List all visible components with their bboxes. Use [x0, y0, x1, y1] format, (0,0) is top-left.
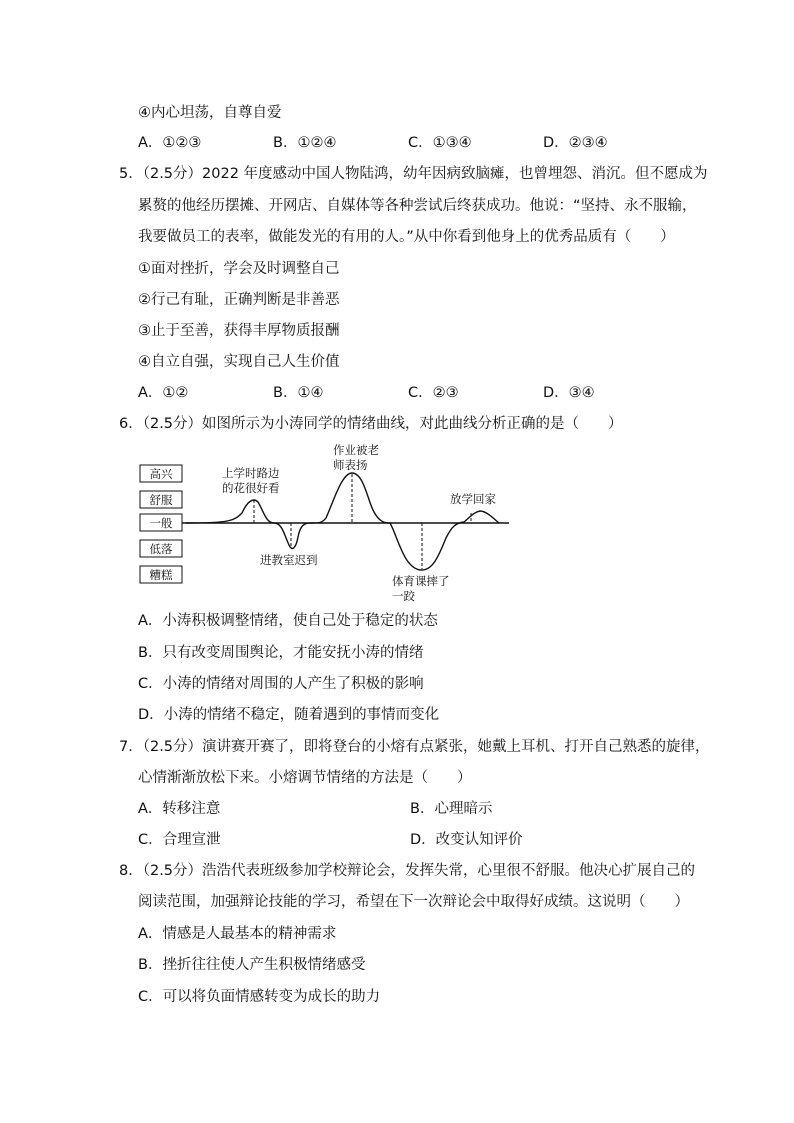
- q7-options-row-1: [138, 799, 682, 819]
- q4-option-c: C．①③④: [408, 135, 472, 151]
- annotation-praise-line-2: 师表扬: [333, 458, 368, 472]
- annotation-flower-line-1: 上学时路边: [222, 466, 280, 480]
- q5-stem-line-2: 累赘的他经历摆摊、开网店、自媒体等各种尝试后终获成功。他说：“坚持、永不服输，: [138, 198, 697, 214]
- annotation-praise-line-1: 作业被老: [333, 443, 379, 457]
- q5-item-3: ③止于至善，获得丰厚物质报酬: [138, 323, 340, 339]
- q6-option-a: A．小涛积极调整情绪，使自己处于稳定的状态: [138, 613, 438, 629]
- level-box-low: [140, 540, 182, 557]
- q7-options-row-2: [138, 830, 682, 850]
- q5-item-1: ①面对挫折，学会及时调整自己: [138, 261, 340, 277]
- emotion-curve-figure: [134, 442, 514, 607]
- annotation-fall-line-2: 一跤: [392, 589, 415, 603]
- level-box-comfortable: [140, 491, 182, 508]
- q5-item-2: ②行己有耻，正确判断是非善恶: [138, 292, 340, 308]
- q5-option-c: C．②③: [408, 385, 459, 401]
- level-box-normal: [140, 514, 182, 531]
- q7-stem-line-1: 7．（2.5分）演讲赛开赛了，即将登台的小熔有点紧张，她戴上耳机、打开自己熟悉的旋律，: [119, 739, 710, 755]
- q6-option-b: B．只有改变周围舆论，才能安抚小涛的情绪: [138, 645, 424, 661]
- q6-option-c: C．小涛的情绪对周围的人产生了积极的影响: [138, 676, 424, 692]
- annotation-fall-line-1: 体育课摔了: [392, 574, 450, 588]
- q7-option-d: D．改变认知评价: [410, 832, 523, 848]
- svg-text:舒服: 舒服: [149, 493, 173, 507]
- q4-options: [138, 133, 678, 153]
- q5-stem-line-3: 我要做员工的表率，做能发光的有用的人。”从中你看到他身上的优秀品质有（ ）: [138, 229, 675, 245]
- annotation-late: 进教室迟到: [260, 553, 318, 567]
- q7-option-c: C．合理宣泄: [138, 832, 221, 848]
- q5-option-a: A．①②: [138, 385, 189, 401]
- q7-option-b: B．心理暗示: [410, 801, 493, 817]
- q4-option-b: B．①②④: [273, 135, 337, 151]
- q4-option-d: D．②③④: [543, 135, 608, 151]
- annotation-flower-line-2: 的花很好看: [222, 481, 280, 495]
- q5-option-d: D．③④: [543, 385, 595, 401]
- q7-option-a: A．转移注意: [138, 801, 221, 817]
- q7-stem-line-2: 心情渐渐放松下来。小熔调节情绪的方法是（ ）: [138, 770, 472, 786]
- svg-text:高兴: 高兴: [149, 467, 173, 481]
- svg-text:低落: 低落: [149, 542, 173, 556]
- level-box-bad: [140, 566, 182, 583]
- q6-option-d: D．小涛的情绪不稳定，随着遇到的事情而变化: [138, 707, 440, 723]
- q8-stem-line-1: 8．（2.5分）浩浩代表班级参加学校辩论会，发挥失常，心里很不舒服。他决心扩展自己的: [119, 863, 696, 879]
- q8-stem-line-2: 阅读范围，加强辩论技能的学习，希望在下一次辩论会中取得好成绩。这说明（ ）: [138, 894, 689, 910]
- q5-stem-line-1: 5．（2.5分）2022 年度感动中国人物陆鸿，幼年因病致脑瘫，也曾埋怨、消沉。但不愿成为: [119, 166, 708, 182]
- q5-options: [138, 383, 678, 403]
- annotation-home: 放学回家: [450, 492, 496, 506]
- q5-option-b: B．①④: [273, 385, 324, 401]
- q8-option-c: C．可以将负面情感转变为成长的助力: [138, 989, 381, 1005]
- svg-text:糟糕: 糟糕: [149, 568, 173, 582]
- svg-text:一般: 一般: [149, 516, 173, 530]
- level-box-happy: [140, 465, 182, 482]
- q5-item-4: ④自立自强，实现自己人生价值: [138, 354, 340, 370]
- q8-option-a: A．情感是人最基本的精神需求: [138, 926, 337, 942]
- q8-option-b: B．挫折往往使人产生积极情绪感受: [138, 957, 366, 973]
- q6-stem: 6．（2.5分）如图所示为小涛同学的情绪曲线，对此曲线分析正确的是（ ）: [119, 416, 623, 432]
- q4-item-4: ④内心坦荡，自尊自爱: [138, 105, 282, 121]
- q4-option-a: A．①②③: [138, 135, 202, 151]
